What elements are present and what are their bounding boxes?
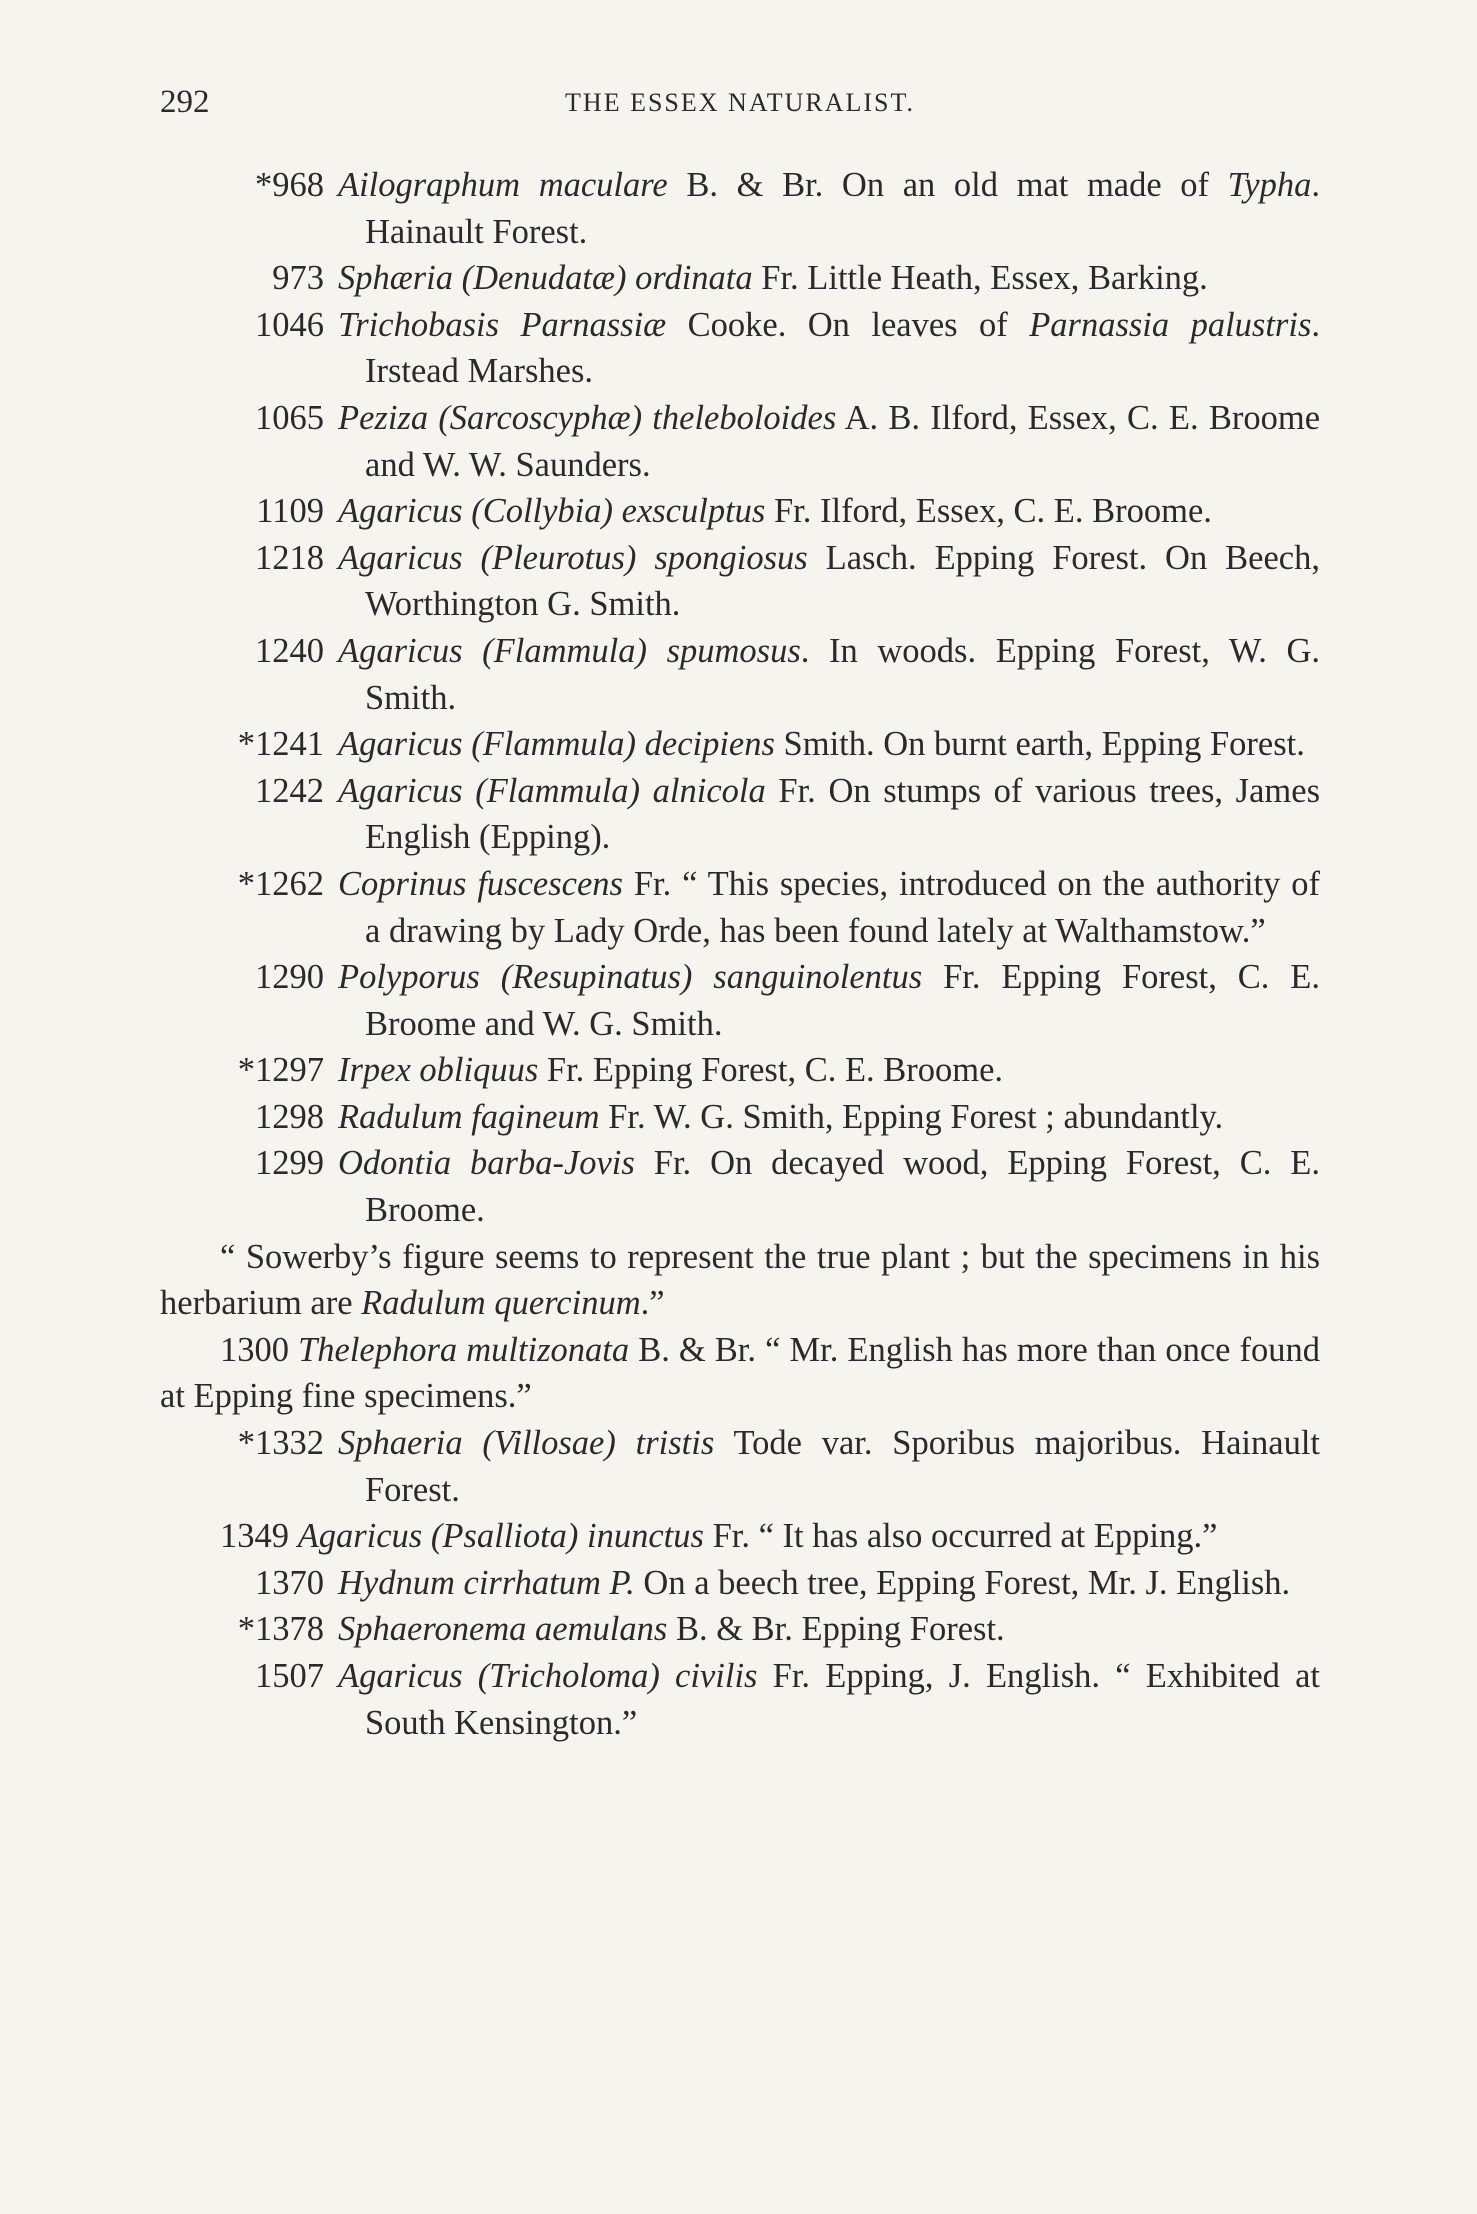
entry-text: Fr. Little Heath, Essex, Barking.: [752, 259, 1208, 298]
species-name: Coprinus fuscescens: [338, 864, 623, 903]
quote-paragraph: [160, 1234, 1320, 1327]
entry-text: . Hainault Forest.: [365, 166, 1320, 251]
entry-number: 1218: [255, 538, 324, 577]
list-item: [160, 1560, 1320, 1607]
entry-number: 1370: [255, 1563, 324, 1602]
entry-number: *1378: [237, 1610, 324, 1649]
entry-text: Lasch. Epping Forest. On Beech, Worthington G. Smith.: [365, 538, 1320, 624]
species-name: Thelephora multizonata: [298, 1330, 630, 1369]
list-item: [160, 1653, 1320, 1746]
list-item: [160, 1047, 1320, 1094]
species-name: Polyporus (Resupinatus) sanguinolentus: [338, 958, 923, 997]
entry-text: Fr. Epping Forest, C. E. Broome and W. G. Smith.: [365, 958, 1320, 1043]
entry-number: 1298: [255, 1097, 324, 1136]
entry-text: . Irstead Marshes.: [365, 305, 1320, 391]
entry-number: 973: [272, 259, 324, 298]
entry-number: 1109: [256, 492, 324, 531]
species-name: Agaricus (Psalliota) inunctus: [297, 1517, 704, 1556]
species-name: Hydnum cirrhatum P.: [338, 1563, 635, 1602]
entry-text: Fr. W. G. Smith, Epping Forest ; abundantly.: [599, 1097, 1224, 1136]
entry-text: Fr. Epping, J. English. “ Exhibited at South Kensington.”: [365, 1657, 1320, 1742]
entry-text: . In woods. Epping Forest, W. G. Smith.: [365, 631, 1320, 717]
entry-text: Fr. Epping Forest, C. E. Broome.: [538, 1051, 1004, 1090]
page-number: 292: [160, 84, 210, 120]
list-item: [160, 1606, 1320, 1653]
entry-number: 1240: [255, 631, 324, 670]
entry-number: 1349: [220, 1517, 289, 1556]
entry-text: Fr. Ilford, Essex, C. E. Broome.: [765, 492, 1212, 531]
species-name: Radulum fagineum: [338, 1097, 600, 1136]
entry-number: 1300: [220, 1330, 289, 1369]
species-name: Agaricus (Flammula) spumosus: [338, 631, 801, 670]
species-name: Sphæria (Denudatæ) ordinata: [338, 259, 753, 298]
paragraph-text: .”: [640, 1284, 665, 1323]
entry-text: Tode var. Sporibus majoribus. Hainault Forest.: [365, 1424, 1320, 1509]
running-title: THE ESSEX NATURALIST.: [565, 88, 915, 117]
species-name: Agaricus (Collybia) exsculptus: [338, 492, 766, 531]
page-header: [160, 84, 1320, 124]
list-item: [160, 302, 1320, 395]
entry-text: Fr. “ It has also occurred at Epping.”: [703, 1517, 1218, 1556]
entry-text: On a beech tree, Epping Forest, Mr. J. English.: [634, 1563, 1291, 1602]
list-item: [160, 628, 1320, 721]
list-item: [160, 162, 1320, 255]
entry-number: *1297: [237, 1051, 324, 1090]
entry-text: Fr. On stumps of various trees, James English (Epping).: [365, 771, 1320, 857]
page-body: [160, 162, 1320, 1746]
list-item: [160, 1094, 1320, 1141]
entry-number: *1332: [237, 1424, 324, 1463]
species-name: Irpex obliquus: [338, 1051, 539, 1090]
species-name: Odontia barba-Jovis: [338, 1144, 635, 1183]
list-item: [160, 395, 1320, 488]
species-name: Agaricus (Flammula) decipiens: [338, 725, 775, 764]
list-item: [160, 535, 1320, 628]
entry-text: B. & Br. On an old mat made of: [667, 166, 1228, 204]
entry-number: 1065: [255, 398, 324, 437]
list-item: [160, 488, 1320, 535]
entry-number: *968: [255, 166, 324, 204]
entry-text: Cooke. On leaves of: [666, 305, 1030, 344]
entry-number: 1299: [255, 1144, 324, 1183]
species-name: Agaricus (Flammula) alnicola: [338, 771, 766, 810]
species-name: Sphaeria (Villosae) tristis: [338, 1424, 715, 1463]
entry-number: *1262: [237, 864, 324, 903]
list-item: [160, 721, 1320, 768]
species-name: Parnassia palustris: [1029, 305, 1312, 344]
species-name: Typha: [1227, 166, 1312, 204]
species-name: Trichobasis Parnassiæ: [338, 305, 667, 344]
list-item: [160, 1513, 1320, 1560]
entry-text: B. & Br. Epping Forest.: [667, 1610, 1005, 1649]
entry-number: *1241: [237, 725, 324, 764]
entry-text: B. & Br. “ Mr. English has more than once found at Epping fine specimens.”: [160, 1330, 1321, 1416]
species-name: Sphaeronema aemulans: [338, 1610, 668, 1649]
list-item: [160, 768, 1320, 861]
paragraph-text: “ Sowerby’s figure seems to represent the true plant ; but the specimens in his herbarium are: [160, 1237, 1320, 1323]
entry-number: 1290: [255, 958, 324, 997]
entry-number: 1507: [255, 1657, 324, 1695]
entry-text: Smith. On burnt earth, Epping Forest.: [774, 725, 1305, 764]
entry-number: 1242: [255, 771, 324, 810]
species-name: Agaricus (Pleurotus) spongiosus: [338, 538, 808, 577]
entry-number: 1046: [255, 305, 324, 344]
list-item: [160, 1420, 1320, 1513]
list-item: [160, 954, 1320, 1047]
species-name: Agaricus (Tricholoma) civilis: [338, 1657, 758, 1695]
entry-text: Fr. “ This species, introduced on the authority of a drawing by Lady Orde, has been found lately at Walthamstow.”: [365, 864, 1320, 950]
species-name: Ailographum maculare: [338, 166, 668, 204]
species-name: Peziza (Sarcoscyphæ) theleboloides: [338, 398, 837, 437]
list-item: [160, 861, 1320, 954]
species-name: Radulum quercinum: [361, 1284, 641, 1323]
entry-text: Fr. On decayed wood, Epping Forest, C. E. Broome.: [365, 1144, 1320, 1230]
entry-text: A. B. Ilford, Essex, C. E. Broome and W. W. Saunders.: [365, 398, 1321, 484]
list-item: [160, 1140, 1320, 1233]
list-item: [160, 255, 1320, 302]
list-item: [160, 1327, 1320, 1420]
